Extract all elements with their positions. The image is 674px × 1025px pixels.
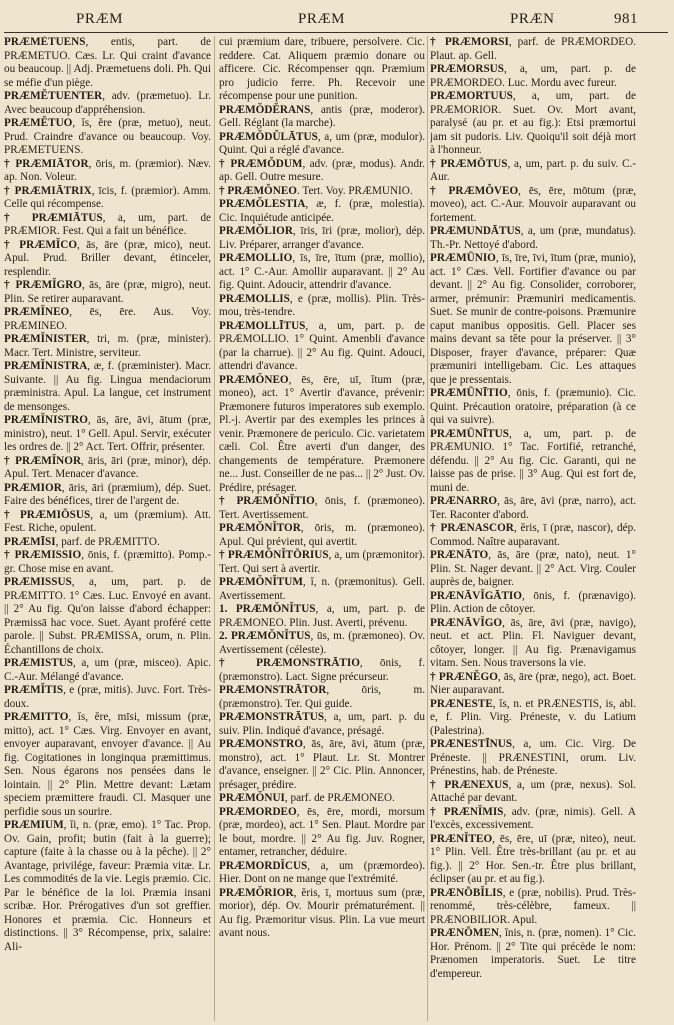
entry-headword: PRÆMĬTIS — [4, 684, 64, 696]
dictionary-entry — [430, 387, 636, 428]
dictionary-entry — [430, 90, 636, 158]
dictionary-entry — [219, 158, 425, 185]
column-divider — [214, 36, 215, 1021]
entry-definition: , a, um (præ, misceo). Apic. C.-Aur. Mélangé d'avance. — [4, 657, 211, 683]
entry-definition: , e (præ, mitis). Juvc. Fort. Très-doux. — [4, 684, 211, 710]
dictionary-entry — [430, 549, 636, 590]
entry-definition: , entis, part. de PRÆMETUO. Cæs. Lr. Qui craint d'avance ou beaucoup. || Adj. Præmetuens doli. Ph. Qui se méfie d'un piège. — [4, 36, 211, 89]
column-3 — [430, 36, 636, 1021]
entry-definition: , ĭs, ĕre (præ, metuo), neut. Prud. Craindre d'avance ou beaucoup. Voy. PRÆMETUENS. — [4, 117, 211, 156]
entry-headword: PRÆMŪNIO — [430, 252, 496, 264]
header-right-guideword: PRÆN — [510, 11, 555, 27]
entry-headword: † PRÆMŎNEO — [219, 184, 297, 197]
entry-definition: , a, um (præ, modulor). Quint. Qui a réglé d'avance. — [219, 130, 425, 156]
entry-definition: , ōris, m. (præmonstro). Ter. Qui guide. — [219, 684, 425, 710]
entry-headword: PRÆMŎNĬTOR — [219, 522, 301, 534]
entry-definition: , ās, āre, āvi, ātum (præ, monstro), act. 1° Plaut. Lr. St. Montrer d'avance, enseigner. || 2° Cic. Plin. Annoncer, présager, prédire. — [219, 738, 425, 791]
entry-definition: , ēs, ēre. Aus. Voy. PRÆMINEO. — [4, 306, 211, 332]
dictionary-entry — [219, 225, 425, 252]
entry-headword: PRÆNĀTO — [430, 549, 489, 561]
entry-definition: , ās, āre, āvi (præ, navigo), neut. et act. Plin. Fl. Naviguer devant, côtoyer, longer. || Au fig. Prænavigamus vitam. Sen. Nous traversons la vie. — [430, 616, 636, 669]
entry-headword: PRÆMŎLESTIA — [219, 198, 306, 210]
dictionary-entry — [430, 225, 636, 252]
entry-headword: PRÆMŎRIOR — [219, 886, 294, 899]
entry-definition: , ēs, ēre, uī, ĭtum (præ, moneo), act. 1° Avertir d'avance, prévenir: Præmonere futuros imperatores sub exemplo. Pl.-j. Avertir par des exemples les princes à venir. Præmonere de periculo. Cic. varietatem cæli. Col. Être averti d'un danger, des changements de température. Præmonere ne... Just. Conseiller de ne pas... || 2° Just. Ov. Prédire, présager. — [219, 373, 425, 494]
entry-headword: PRÆNESTĪNUS — [430, 738, 513, 750]
dictionary-entry — [219, 320, 425, 374]
dictionary-entry — [4, 482, 211, 509]
dictionary-entry — [219, 198, 425, 225]
column-2 — [219, 36, 425, 1021]
dictionary-entry — [430, 927, 636, 981]
dictionary-entry — [430, 833, 636, 887]
entry-definition: , ōnis, f. (præmonstro). Lact. Signe précurseur. — [219, 657, 425, 683]
entry-definition: , a, um, part. p. de PRÆMORDEO. Luc. Mordu avec fureur. — [430, 63, 636, 89]
entry-headword: PRÆMONSTRĀTUS — [219, 711, 325, 723]
dictionary-entry — [4, 684, 211, 711]
entry-definition: , æ, f. (præ, molestia). Cic. Inquiétude anticipée. — [219, 198, 425, 224]
running-header — [0, 9, 674, 31]
entry-headword: † PRÆMORSI — [430, 36, 509, 48]
dictionary-entry — [4, 414, 211, 455]
entry-headword: PRÆMŎNĬTUM — [219, 576, 303, 588]
entry-definition: , ōris, m. (præmoneo). Apul. Qui prévient, qui avertit. — [219, 522, 425, 548]
entry-headword: PRÆMĬNISTRA — [4, 360, 88, 372]
entry-headword: PRÆMORSUS — [430, 63, 504, 75]
dictionary-entry — [430, 887, 636, 928]
entry-definition: , ōnis, f. (præmunio). Cic. Quint. Précaution oratoire, préparation (à ce qui va suivre). — [430, 387, 636, 426]
entry-headword: PRÆMISSUS — [4, 576, 72, 588]
entry-definition: , antis (præ, moderor). Gell. Réglant (la marche). — [219, 103, 425, 129]
entry-definition: , parf. de PRÆMORDEO. Plaut. ap. Gell. — [430, 36, 636, 62]
entry-definition: , e (præ, nobilis). Prud. Très-renommé, très-célèbre, fameux. || PRÆNOBILIOR. Apul. — [430, 886, 636, 926]
dictionary-entry — [4, 711, 211, 819]
entry-headword: PRÆNĬTEO — [430, 832, 493, 845]
entry-definition: , a, um, part. p. de PRÆMOLLIO. 1° Quint. Amenbli d'avance (par la charrue). || 2° Au fig. Quint. Adouci, attendri d'avance. — [219, 319, 425, 372]
header-rule — [4, 32, 668, 33]
dictionary-entry — [430, 495, 636, 522]
dictionary-entry — [4, 657, 211, 684]
entry-headword: † PRÆMĬGRO — [4, 279, 83, 291]
entry-definition: , īs, īre, ītum (præ, mollio), act. 1° C.-Aur. Amollir auparavant. || 2° Au fig. Quint. Adoucir, attendrir d'avance. — [219, 252, 425, 291]
entry-headword: † PRÆNĬMIS — [430, 805, 504, 818]
dictionary-entry — [430, 63, 636, 90]
entry-headword: PRÆMŎDĔRANS — [219, 103, 311, 116]
entry-definition: , ĕris, ī, mortuus sum (præ, morior), dép. Ov. Mourir prématurément. || Au fig. Præmoritur visus. Plin. La vue meurt avant nous. — [219, 886, 425, 939]
entry-headword: PRÆMĪSI — [4, 535, 56, 548]
dictionary-entry — [4, 158, 211, 185]
entry-definition: , ēs, ēre, mōtum (præ, moveo), act. C.-Aur. Mouvoir auparavant ou fortement. — [430, 184, 636, 224]
entry-headword: PRÆMORDEO — [219, 805, 297, 818]
dictionary-entry — [430, 36, 636, 63]
dictionary-entry — [219, 36, 425, 104]
entry-headword: PRÆMĬNISTER — [4, 333, 87, 345]
dictionary-entry — [4, 239, 211, 280]
entry-headword: PRÆMIOR — [4, 481, 62, 494]
entry-definition: , a, um (præmonitor). Tert. Qui sert à avertir. — [219, 549, 425, 575]
entry-headword: † PRÆMIĀTRIX — [4, 184, 92, 197]
entry-definition: , ĭnis, n. (præ, nomen). 1° Cic. Hor. Prénom. || 2° Tite qui précède le nom: Prænomen imperatoris. Suet. Le titre d'empereur. — [430, 927, 636, 980]
entry-definition: , ās, āre (præ, mico), neut. Apul. Prud. Briller devant, étinceler, resplendir. — [4, 238, 211, 278]
entry-headword: PRÆMŎNEO — [219, 373, 289, 386]
entry-headword: PRÆNĀVĬGO — [430, 616, 503, 629]
dictionary-entry — [430, 185, 636, 226]
entry-definition: , æ, f. (præminister). Macr. Suivante. || Au fig. Lingua mendaciorum præministra. Apul. La langue, cet instrument de mensonges. — [4, 360, 211, 413]
dictionary-entry — [4, 509, 211, 536]
dictionary-entry — [430, 779, 636, 806]
dictionary-entry — [219, 792, 425, 806]
dictionary-entry — [430, 522, 636, 549]
entry-headword: PRÆNESTE — [430, 697, 493, 710]
dictionary-entry — [219, 104, 425, 131]
entry-headword: PRÆMĔTUENS — [4, 36, 86, 48]
entry-headword: PRÆMISTUS — [4, 657, 73, 669]
dictionary-entry — [4, 455, 211, 482]
dictionary-entry — [430, 158, 636, 185]
dictionary-entry — [4, 333, 211, 360]
entry-headword: PRÆMITTO — [4, 711, 69, 723]
header-left-guideword: PRÆM — [76, 11, 124, 27]
dictionary-entry — [430, 671, 636, 698]
entry-definition: , parf. de PRÆMITTO. — [55, 535, 160, 548]
entry-definition: , ōnis, f. (præmoneo). Tert. Avertissement. — [219, 495, 425, 521]
entry-headword: † PRÆMIŌSUS — [4, 508, 91, 521]
entry-headword: PRÆMŎNUI — [219, 792, 285, 804]
dictionary-entry — [219, 738, 425, 792]
entry-definition: cui præmium dare, tribuere, persolvere. Cic. reddere. Cat. Aliquem præmio donare ou afficere. Cic. Récompenser qqn. Præmium pro judicio ferre. Ph. Recevoir une récompense pour une punition. — [219, 36, 425, 102]
entry-headword: PRÆNŌMEN — [430, 927, 499, 939]
entry-headword: † PRÆMONSTRĀTIO — [219, 657, 360, 669]
entry-definition: , tri, m. (præ, minister). Macr. Tert. Ministre, serviteur. — [4, 333, 211, 359]
entry-definition: , ēs, ēre, uī (præ, niteo), neut. 1° Plin. Vell. Être très-brillant (au pr. et au fig.). || 2° Hor. Sen.-tr. Être plus brillant, éclipser (au pr. et au fig.). — [430, 832, 636, 885]
dictionary-entry — [219, 374, 425, 496]
entry-definition: . Tert. Voy. PRÆMUNIO. — [297, 184, 413, 197]
entry-headword: † PRÆMŎVEO — [430, 184, 519, 197]
entry-headword: † PRÆNEXUS — [430, 778, 509, 791]
dictionary-entry — [219, 806, 425, 860]
entry-definition: , ās, āre, āvi (præ, narro), act. Ter. Raconter d'abord. — [430, 495, 636, 521]
entry-headword: PRÆMONSTRO — [219, 738, 303, 750]
entry-definition: , ōris, m. (præmior). Næv. ap. Non. Voleur. — [4, 157, 211, 183]
dictionary-entry — [219, 630, 425, 657]
dictionary-entry — [4, 576, 211, 657]
entry-headword: PRÆMŎDŬLĀTUS — [219, 130, 318, 143]
column-divider — [427, 36, 428, 1021]
entry-headword: PRÆMĬNEO — [4, 306, 70, 318]
dictionary-entry — [4, 536, 211, 550]
dictionary-entry — [4, 212, 211, 239]
entry-definition: , ās, āre (præ, nato), neut. 1° Plin. St. Nager devant. || 2° Act. Virg. Couler auprès de, baigner. — [430, 549, 636, 588]
entry-headword: PRÆMĔTUENTER — [4, 90, 103, 102]
dictionary-entry — [219, 522, 425, 549]
entry-definition: , e (præ, mollis). Plin. Très-mou, très-tendre. — [219, 292, 425, 318]
entry-headword: PRÆMONSTRĀTOR — [219, 684, 327, 696]
entry-headword: PRÆMIUM — [4, 819, 64, 831]
dictionary-entry — [430, 617, 636, 671]
entry-headword: † PRÆMIĀTOR — [4, 157, 89, 170]
entry-definition: , a, um (præmordeo). Hier. Dont on ne mange que l'extrémité. — [219, 859, 425, 885]
dictionary-entry — [4, 549, 211, 576]
entry-definition: , adv. (præ, nimis). Gell. A l'excès, excessivement. — [430, 805, 636, 831]
entry-definition: , ĭs, n. et PRÆNESTIS, is, abl. e, f. Plin. Virg. Préneste, v. du Latium (Palestrina). — [430, 697, 636, 737]
entry-definition: , ōnis, f. (prænavigo). Plin. Action de côtoyer. — [430, 589, 636, 615]
page-number: 981 — [614, 11, 638, 27]
entry-definition: , ĭs, ĕre, mīsi, missum (præ, mitto), act. 1° Cæs. Virg. Envoyer en avant, envoyer auparavant, envoyer d'avance. || Au fig. Cogitationes in longinqua præmittimus. Sen. Nous égarons nos pensées dans le lointain. || 2° Plin. Mettre devant: Lætam speciem præmittere fraudi. Cl. Masquer une perfidie sous un sourire. — [4, 711, 211, 818]
entry-headword: 1. PRÆMŎNĬTUS — [219, 603, 316, 615]
entry-definition: , a, um (præmium). Att. Fest. Riche, opulent. — [4, 508, 211, 534]
entry-definition: , ās, āre, āvi, ātum (præ, ministro), neut. 1° Gell. Apul. Servir, exécuter les ordres de. || 2° Act. Tert. Offrir, présenter. — [4, 414, 211, 453]
dictionary-entry — [219, 684, 425, 711]
entry-definition: , āris, āri (præmium), dép. Suet. Faire des bénéfices, tirer de l'argent de. — [4, 481, 211, 507]
entry-definition: , a, um. Cic. Virg. De Préneste. || PRÆNESTINI, orum. Liv. Prénestins, hab. de Préneste. — [430, 738, 636, 777]
dictionary-entry — [4, 819, 211, 954]
dictionary-entry — [219, 860, 425, 887]
entry-definition: , īris, īri (præ, molior), dép. Liv. Préparer, arranger d'avance. — [219, 225, 425, 251]
dictionary-entry — [4, 36, 211, 90]
entry-definition: , īcis, f. (præmior). Amm. Celle qui récompense. — [4, 184, 211, 210]
dictionary-entry — [219, 711, 425, 738]
entry-definition: , ās, āre (præ, nego), act. Boet. Nier auparavant. — [430, 670, 636, 696]
entry-definition: , a, um, part. p. de PRÆMUNIO. 1° Tac. Fortifié, retranché, défendu. || 2° Au fig. Cic. Garanti, qui ne laisse pas de prise. || 3° Aug. Qui est fort de, muni de. — [430, 427, 636, 494]
entry-definition: , ĕris, ī (præ, nascor), dép. Commod. Naître auparavant. — [430, 522, 636, 548]
entry-definition: , a, um, part. de PRÆMIOR. Fest. Qui a fait un bénéfice. — [4, 211, 211, 237]
dictionary-entry — [219, 252, 425, 293]
entry-headword: PRÆNŌBĬLIS — [430, 886, 503, 899]
entry-definition: , ĭ, n. (præmonitus). Gell. Avertissement. — [219, 576, 425, 602]
entry-definition: , adv. (præ, modus). Andr. ap. Gell. Outre mesure. — [219, 157, 425, 183]
entry-definition: , āris, āri (præ, minor), dép. Apul. Tert. Menacer d'avance. — [4, 454, 211, 480]
entry-headword: PRÆMŪNĪTUS — [430, 427, 509, 440]
entry-definition: , adv. (præmetuo). Lr. Avec beaucoup d'appréhension. — [4, 90, 211, 116]
dictionary-entry — [4, 90, 211, 117]
entry-headword: PRÆMŎLIOR — [219, 225, 293, 237]
column-1 — [4, 36, 211, 1021]
entry-headword: † PRÆMĬCO — [4, 238, 78, 251]
entry-headword: † PRÆNĔGO — [430, 670, 498, 683]
dictionary-entry — [219, 495, 425, 522]
entry-definition: , ēs, ēre, mordi, morsum (præ, mordeo), act. 1° Sen. Plaut. Mordre par le bout, mordre. || 2° Au fig. Juv. Rogner, entamer, retrancher, déduire. — [219, 805, 425, 858]
entry-definition: , a, um, part. p. de PRÆMONEO. Plin. Just. Averti, prévenu. — [219, 603, 425, 629]
entry-headword: PRÆMORDĬCUS — [219, 859, 308, 872]
entry-headword: † PRÆMIĀTUS — [4, 211, 103, 224]
entry-headword: PRÆMOLLĪTUS — [219, 319, 306, 332]
dictionary-entry — [219, 293, 425, 320]
dictionary-entry — [219, 576, 425, 603]
dictionary-entry — [219, 549, 425, 576]
dictionary-entry — [430, 428, 636, 496]
entry-definition: , a, um, part. de PRÆMORIOR. Suet. Ov. Mort avant, paralysé (au pr. et au fig.): Etsi præmortui jam sit pudoris. Liv. Quoiqu'il soit déjà mort à l'honneur. — [430, 90, 636, 156]
entry-headword: † PRÆMISSIO — [4, 549, 82, 561]
dictionary-entry — [4, 117, 211, 158]
dictionary-entry — [4, 185, 211, 212]
dictionary-entry — [430, 698, 636, 739]
entry-headword: PRÆNĀVĬGĀTIO — [430, 589, 522, 602]
entry-headword: PRÆMUNDĀTUS — [430, 225, 521, 237]
entry-definition: , a, um, part. p. du suiv. C.-Aur. — [430, 157, 636, 183]
dictionary-entry — [219, 603, 425, 630]
entry-definition: , a, um (præ, mundatus). Th.-Pr. Nettoyé d'abord. — [430, 225, 636, 251]
header-center-guideword: PRÆM — [298, 11, 346, 27]
entry-headword: † PRÆMŌTUS — [430, 157, 508, 170]
entry-headword: PRÆMORTUUS — [430, 90, 513, 102]
entry-definition: , ūs, m. (præmoneo). Ov. Avertissement (céleste). — [219, 630, 425, 656]
entry-definition: , a, um, part. p. de PRÆMITTO. 1° Cæs. Luc. Envoyé en avant. || 2° Au fig. Qu'on laisse d'abord échapper: Præmissā hac voce. Suet. Ayant proféré cette parole. || Subst. PRÆMISSA, orum, n. Plin. Échantillons de choix. — [4, 576, 211, 656]
dictionary-entry — [219, 185, 425, 199]
dictionary-entry — [4, 279, 211, 306]
entry-headword: † PRÆNASCOR — [430, 522, 514, 534]
dictionary-entry — [4, 360, 211, 414]
entry-definition: , īs, īre, īvi, ītum (præ, munio), act. 1° Cæs. Vell. Fortifier d'avance ou par devant. || 2° Au fig. Consolider, corroborer, armer, prémunir: Præmuniri medicamentis. Suet. Se munir de contre-poisons. Præmunire caput manibus oppositis. Gell. Placer ses mains devant sa tête pour la préserver. || 3° Disposer, frayer d'avance, préparer: Quæ præmuniri intelligebam. Cic. Les attaques que je pressentais. — [430, 252, 636, 386]
entry-definition: , ĭi, n. (præ, emo). 1° Tac. Prop. Ov. Gain, profit; butin (fait à la guerre); capture (faite à la chasse ou à la pêche). || 2° Avantage, privilége, faveur: Præmia vitæ. Lr. Les commodités de la vie. Legis præmio. Cic. Par le bénéfice de la loi. Præmia insani scribæ. Hor. Prérogatives d'un sot greffier. Honores et præmia. Cic. Honneurs et distinctions. || 3° Récompense, prix, salaire: Ali- — [4, 819, 211, 953]
dictionary-entry — [219, 131, 425, 158]
entry-definition: , ōnis, f. (præmitto). Pomp.-gr. Chose mise en avant. — [4, 549, 211, 575]
entry-headword: † PRÆMŎNĬTŌRIUS — [219, 549, 329, 561]
dictionary-entry — [430, 738, 636, 779]
entry-headword: PRÆMĔTUO — [4, 117, 73, 129]
dictionary-entry — [219, 887, 425, 941]
dictionary-entry — [430, 590, 636, 617]
entry-definition: , ās, āre (præ, migro), neut. Plin. Se retirer auparavant. — [4, 279, 211, 305]
entry-definition: , a, um, part. p. du suiv. Plin. Indiqué d'avance, présagé. — [219, 711, 425, 737]
entry-headword: † PRÆMŎDUM — [219, 157, 303, 170]
entry-headword: PRÆMOLLIO — [219, 252, 293, 264]
entry-definition: , a, um (præ, nexus). Sol. Attaché par devant. — [430, 778, 636, 804]
entry-headword: PRÆMĬNISTRO — [4, 414, 88, 426]
entry-definition: , parf. de PRÆMONEO. — [284, 792, 395, 804]
entry-headword: † PRÆMĬNOR — [4, 454, 82, 467]
entry-headword: † PRÆMŎNĬTIO — [219, 495, 315, 507]
entry-headword: PRÆMOLLIS — [219, 292, 290, 305]
dictionary-entry — [430, 806, 636, 833]
entry-headword: PRÆNARRO — [430, 495, 498, 507]
dictionary-entry — [4, 306, 211, 333]
entry-headword: PRÆMŪNĪTIO — [430, 387, 508, 399]
dictionary-entry — [219, 657, 425, 684]
dictionary-entry — [430, 252, 636, 387]
entry-headword: 2. PRÆMŎNĬTUS — [219, 630, 311, 642]
